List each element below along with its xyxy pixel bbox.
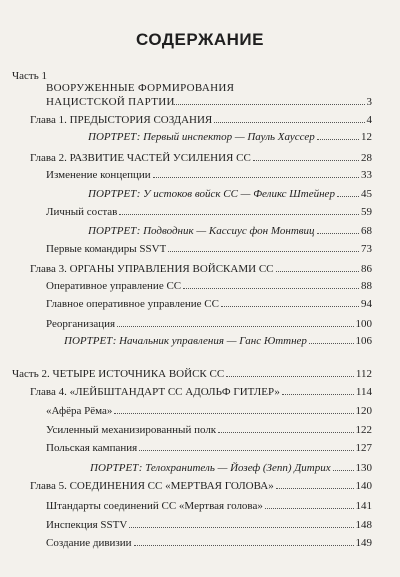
toc-page-number: 94 — [361, 298, 372, 310]
leader-dots — [129, 527, 353, 528]
toc-entry-operational-directorate[interactable] — [46, 276, 372, 292]
toc-page-number: 130 — [355, 462, 372, 474]
leader-dots — [333, 470, 354, 471]
leader-dots — [168, 251, 359, 252]
leader-dots — [139, 450, 353, 451]
toc-entry-title: Изменение концепции — [46, 169, 151, 181]
leader-dots — [134, 545, 354, 546]
leader-dots — [282, 394, 354, 395]
leader-dots — [265, 508, 354, 509]
toc-entry-chapter5[interactable] — [30, 476, 372, 492]
toc-entry-polish-campaign[interactable] — [46, 438, 372, 454]
toc-page-number: 114 — [355, 386, 372, 398]
toc-entry-portrait-dietrich[interactable] — [90, 458, 372, 474]
toc-page-number: 106 — [355, 335, 372, 347]
toc-page-number: 148 — [355, 519, 372, 531]
leader-dots — [317, 139, 359, 140]
toc-page-number: 28 — [361, 152, 372, 164]
toc-entry-chapter1[interactable] — [30, 110, 372, 126]
leader-dots — [114, 413, 353, 414]
toc-entry-title: Инспекция SSTV — [46, 519, 128, 531]
toc-page-number: 68 — [361, 225, 372, 237]
toc-entry-title: Первые командиры SSVT — [46, 243, 167, 255]
toc-entry-title: Польская кампания — [46, 442, 138, 454]
toc-entry-reorganization[interactable] — [46, 314, 372, 330]
leader-dots — [218, 432, 353, 433]
toc-entry-portrait-juttner[interactable] — [64, 331, 372, 347]
leader-dots — [317, 233, 359, 234]
toc-page-number: 100 — [355, 318, 372, 330]
toc-page-number: 141 — [355, 500, 372, 512]
leader-dots — [226, 376, 354, 377]
toc-entry-concept-change[interactable] — [46, 165, 372, 181]
toc-page-number: 112 — [355, 368, 372, 380]
toc-entry-title: ПОРТРЕТ: Первый инспектор — Пауль Хауссер — [88, 131, 315, 143]
toc-page-number: 45 — [361, 188, 372, 200]
leader-dots — [253, 160, 359, 161]
toc-entry-main-operational-directorate[interactable] — [46, 294, 372, 310]
toc-entry-title: Личный состав — [46, 206, 118, 218]
toc-page-number: 86 — [361, 263, 372, 275]
toc-entry-title: ПОРТРЕТ: Телохранитель — Йозеф (Зепп) Дитрих — [90, 462, 331, 474]
toc-entry-title: Глава 1. ПРЕДЫСТОРИЯ СОЗДАНИЯ — [30, 114, 213, 126]
toc-entry-first-commanders[interactable] — [46, 239, 372, 255]
toc-page-number: 120 — [355, 405, 372, 417]
leader-dots — [214, 122, 364, 123]
toc-entry-chapter4[interactable] — [30, 382, 372, 398]
toc-page-number: 149 — [355, 537, 372, 549]
toc-entry-division-creation[interactable] — [46, 533, 372, 549]
toc-entry-title: Реорганизация — [46, 318, 116, 330]
toc-entry-portrait-montvits[interactable] — [88, 221, 372, 237]
toc-entry-chapter3[interactable] — [30, 259, 372, 275]
toc-entry-title: Штандарты соединений СС «Мертвая голова» — [46, 500, 263, 512]
toc-entry-title: Глава 2. РАЗВИТИЕ ЧАСТЕЙ УСИЛЕНИЯ СС — [30, 152, 251, 164]
toc-entry-title: ПОРТРЕТ: У истоков войск СС — Феликс Штейнер — [88, 188, 335, 200]
leader-dots — [276, 271, 360, 272]
part1-label: Часть 1 — [12, 70, 47, 82]
toc-page-number: 122 — [355, 424, 372, 436]
toc-entry-roehm-affair[interactable] — [46, 401, 372, 417]
toc-page-number: 12 — [361, 131, 372, 143]
leader-dots — [172, 104, 365, 105]
toc-page-number: 59 — [361, 206, 372, 218]
leader-dots — [153, 177, 359, 178]
toc-entry-title: Глава 3. ОРГАНЫ УПРАВЛЕНИЯ ВОЙСКАМИ СС — [30, 263, 274, 275]
toc-entry-portrait-hausser[interactable] — [88, 127, 372, 143]
toc-entry-title: Глава 5. СОЕДИНЕНИЯ СС «МЕРТВАЯ ГОЛОВА» — [30, 480, 274, 492]
toc-entry-title: «Афёра Рёма» — [46, 405, 113, 417]
leader-dots — [119, 214, 359, 215]
toc-entry-totenkopf-standards[interactable] — [46, 496, 372, 512]
part1-heading-line2: НАЦИСТСКОЙ ПАРТИИ — [46, 96, 175, 108]
toc-entry-title: Создание дивизии — [46, 537, 132, 549]
toc-entry-title: Глава 4. «ЛЕЙБШТАНДАРТ СС АДОЛЬФ ГИТЛЕР» — [30, 386, 280, 398]
leader-dots — [117, 326, 353, 327]
toc-page-number: 127 — [355, 442, 372, 454]
leader-dots — [276, 488, 354, 489]
leader-dots — [337, 196, 359, 197]
toc-entry-part2[interactable] — [12, 364, 372, 380]
leader-dots — [309, 343, 354, 344]
toc-page-number: 4 — [366, 114, 372, 126]
toc-entry-title: Главное оперативное управление СС — [46, 298, 219, 310]
toc-entry-portrait-steiner[interactable] — [88, 184, 372, 200]
toc-entry-title: ПОРТРЕТ: Начальник управления — Ганс Юттнер — [64, 335, 307, 347]
toc-page-number: 140 — [355, 480, 372, 492]
page-title: СОДЕРЖАНИЕ — [136, 30, 264, 49]
leader-dots — [221, 306, 359, 307]
toc-entry-title: Часть 2. ЧЕТЫРЕ ИСТОЧНИКА ВОЙСК СС — [12, 368, 225, 380]
part1-heading-line1: ВООРУЖЕННЫЕ ФОРМИРОВАНИЯ — [46, 82, 235, 94]
toc-page-number: 33 — [361, 169, 372, 181]
toc-entry-motorized-regiment[interactable] — [46, 420, 372, 436]
toc-page-number: 88 — [361, 280, 372, 292]
leader-dots — [183, 288, 359, 289]
toc-entry-title: ПОРТРЕТ: Подводник — Кассиус фон Монтвиц — [88, 225, 315, 237]
toc-entry-title: Оперативное управление СС — [46, 280, 182, 292]
part1-heading-page-row — [46, 92, 372, 108]
toc-entry-chapter2[interactable] — [30, 148, 372, 164]
toc-entry-title: Усиленный механизированный полк — [46, 424, 217, 436]
toc-page-number: 73 — [361, 243, 372, 255]
toc-entry-sstv-inspection[interactable] — [46, 515, 372, 531]
toc-page-number: 3 — [366, 96, 372, 108]
toc-entry-personnel[interactable] — [46, 202, 372, 218]
